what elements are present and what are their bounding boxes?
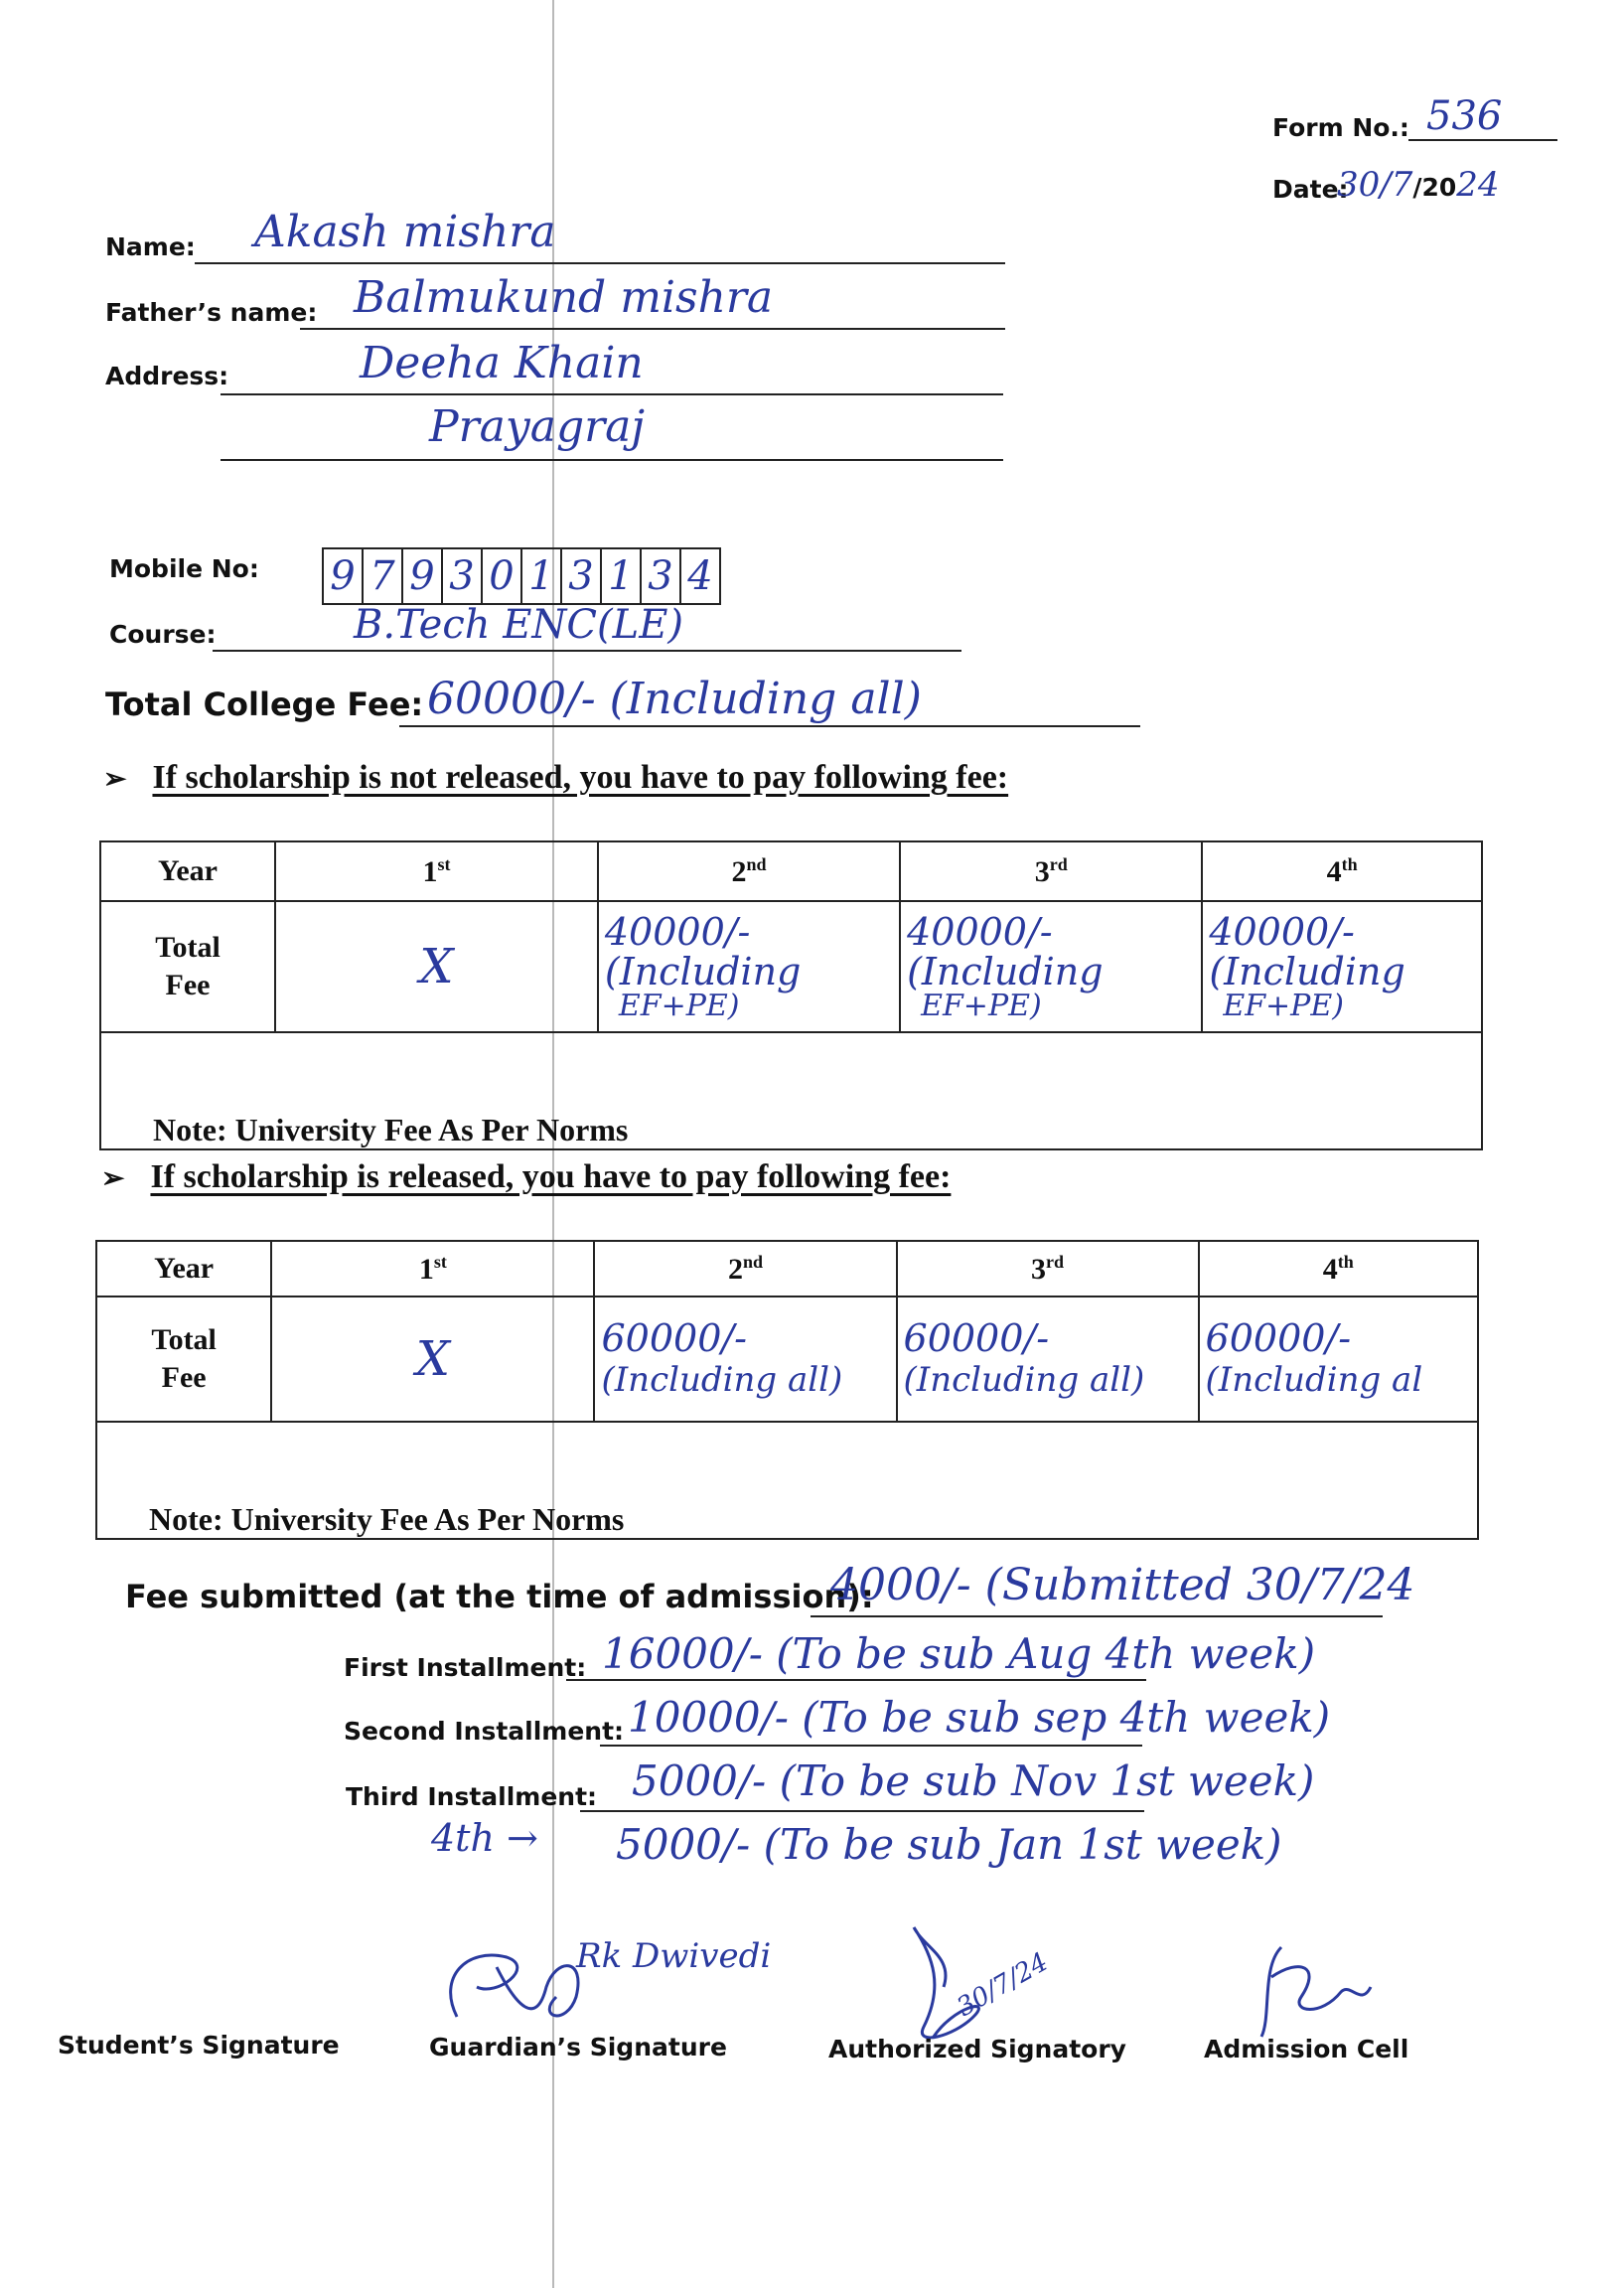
year-1-fee-cell: X	[271, 1297, 594, 1422]
father-name-value: Balmukund mishra	[354, 272, 774, 323]
mobile-digit-box: 4	[687, 553, 713, 599]
date-label: Date:	[1272, 175, 1349, 204]
mobile-digit-box: 1	[522, 549, 562, 603]
mobile-digit-box: 3	[642, 549, 681, 603]
mobile-digit-box: 1	[602, 549, 642, 603]
fourth-installment-label: 4th →	[431, 1816, 538, 1860]
mobile-number-boxes	[322, 547, 721, 605]
year-3-fee-cell: 60000/- (Including all)	[897, 1297, 1199, 1422]
mobile-digit-box: 9	[324, 549, 364, 603]
total-fee-row-label: Total Fee	[96, 1297, 271, 1422]
address-line-1	[221, 393, 1003, 395]
fee-submitted-value: 4000/- (Submitted 30/7/24	[830, 1560, 1415, 1610]
second-installment-value: 10000/- (To be sub sep 4th week)	[628, 1693, 1331, 1742]
total-college-fee-line	[399, 725, 1140, 727]
course-value: B.Tech ENC(LE)	[354, 602, 684, 648]
mobile-digit-box: 3	[443, 549, 483, 603]
total-college-fee-value: 60000/- (Including all)	[427, 674, 922, 724]
date-day: 30	[1337, 165, 1381, 205]
fourth-installment-value: 5000/- (To be sub Jan 1st week)	[616, 1820, 1282, 1869]
course-line	[213, 650, 961, 652]
third-installment-value: 5000/- (To be sub Nov 1st week)	[632, 1756, 1315, 1805]
admission-cell-label: Admission Cell	[1204, 2035, 1409, 2063]
authorized-signature-date: 30/7/24	[952, 1946, 1054, 2024]
university-fee-note: Note: University Fee As Per Norms	[100, 1032, 1482, 1149]
guardian-signature-text: Rk Dwivedi	[576, 1936, 772, 1976]
first-installment-label: First Installment:	[344, 1653, 587, 1682]
name-label: Name:	[105, 232, 196, 261]
year-2-fee-cell: 60000/- (Including all)	[594, 1297, 896, 1422]
year-1-header: 1st	[275, 841, 598, 901]
student-signature-label: Student’s Signature	[58, 2031, 340, 2059]
year-2-header: 2nd	[598, 841, 900, 901]
first-installment-value: 16000/- (To be sub Aug 4th week)	[602, 1629, 1316, 1678]
year-4-fee-cell: 40000/- (Including EF+PE)	[1202, 901, 1482, 1032]
year-3-header: 3rd	[897, 1241, 1199, 1297]
arrow-bullet-icon: ➢	[103, 764, 127, 795]
fee-table-not-released	[99, 840, 1483, 1150]
arrow-bullet-icon: ➢	[101, 1163, 125, 1194]
total-college-fee-label: Total College Fee:	[105, 686, 424, 723]
year-2-fee-cell: 40000/- (Including EF+PE)	[598, 901, 900, 1032]
year-4-header: 4th	[1202, 841, 1482, 901]
university-fee-note: Note: University Fee As Per Norms	[96, 1422, 1478, 1539]
mobile-digit-box: 0	[483, 549, 522, 603]
year-2-header: 2nd	[594, 1241, 896, 1297]
form-no-line	[1408, 139, 1557, 141]
second-installment-line	[600, 1745, 1142, 1747]
fee-submitted-line	[811, 1615, 1383, 1617]
section-not-released-text: If scholarship is not released, you have to pay following fee:	[152, 759, 1009, 796]
guardian-signature-label: Guardian’s Signature	[429, 2033, 727, 2061]
date-year-suffix: 24	[1456, 165, 1500, 205]
third-installment-label: Third Installment:	[346, 1782, 598, 1811]
address-line1-value: Deeha Khain	[360, 338, 644, 388]
date-year-prefix: /20	[1412, 173, 1457, 202]
year-4-header: 4th	[1199, 1241, 1478, 1297]
mobile-digit-box: 3	[562, 549, 602, 603]
mobile-label: Mobile No:	[109, 554, 259, 583]
year-1-header: 1st	[271, 1241, 594, 1297]
section-not-released-heading	[103, 759, 1008, 797]
year-3-header: 3rd	[900, 841, 1202, 901]
address-label: Address:	[105, 362, 229, 390]
form-no-value: 536	[1426, 93, 1503, 139]
date-month: 7	[1391, 165, 1413, 205]
fee-table-released	[95, 1240, 1479, 1540]
date-value: 30/7/2024	[1337, 165, 1500, 205]
mobile-digit-box: 7	[364, 549, 403, 603]
course-label: Course:	[109, 620, 217, 649]
section-released-text: If scholarship is released, you have to pay following fee:	[150, 1158, 952, 1195]
authorized-signatory-label: Authorized Signatory	[828, 2035, 1126, 2063]
name-value: Akash mishra	[254, 207, 556, 257]
address-line-2	[221, 459, 1003, 461]
section-released-heading	[101, 1158, 951, 1196]
second-installment-label: Second Installment:	[344, 1717, 625, 1746]
name-line	[195, 262, 1005, 264]
father-name-line	[300, 328, 1005, 330]
form-no-label: Form No.:	[1272, 113, 1409, 142]
year-header: Year	[100, 841, 275, 901]
mobile-digit-box: 9	[403, 549, 443, 603]
year-4-fee-cell: 60000/- (Including al	[1199, 1297, 1478, 1422]
third-installment-line	[580, 1810, 1144, 1812]
total-fee-row-label: Total Fee	[100, 901, 275, 1032]
year-3-fee-cell: 40000/- (Including EF+PE)	[900, 901, 1202, 1032]
father-name-label: Father’s name:	[105, 298, 318, 327]
admission-cell-signature-mark	[1242, 1937, 1391, 2047]
fee-submitted-label: Fee submitted (at the time of admission):	[125, 1578, 874, 1615]
year-1-fee-cell: X	[275, 901, 598, 1032]
year-header: Year	[96, 1241, 271, 1297]
first-installment-line	[566, 1679, 1146, 1681]
address-line2-value: Prayagraj	[429, 401, 646, 452]
